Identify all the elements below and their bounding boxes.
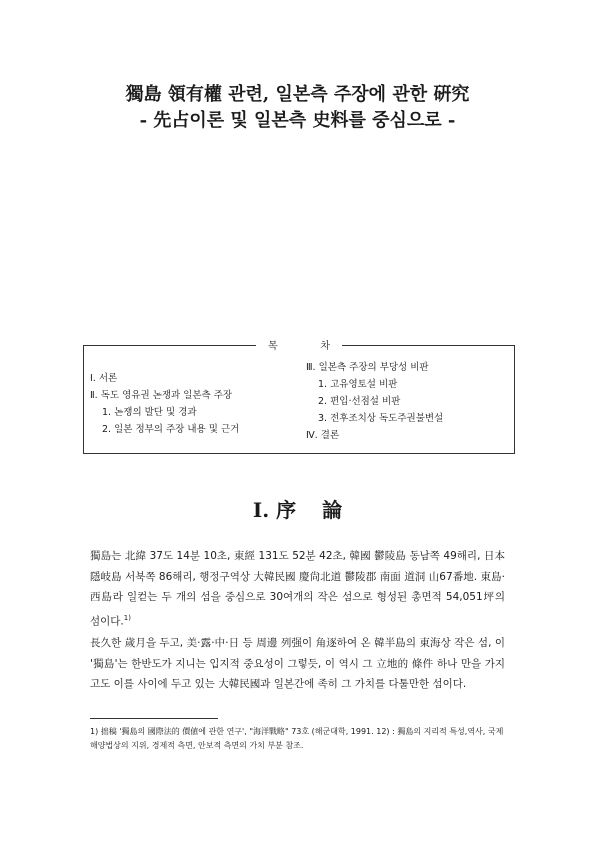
toc-right-column <box>306 359 443 444</box>
toc-item: Ⅳ. 결론 <box>306 430 340 441</box>
body-paragraph-1 <box>90 546 505 632</box>
footnote-marker: 1) <box>123 613 131 622</box>
toc-item: 1. 고유영토설 비판 <box>318 379 398 390</box>
toc-border-left <box>84 345 256 346</box>
body-paragraph-2: 長久한 歲月을 두고, 美·露·中·日 등 周邊 列强이 角逐하여 온 韓半島의 東海상 작은 섬, 이 '獨島'는 한반도가 지니는 입지적 중요성이 그렇듯, 이 역시 그 立地的 條件 하나 만을 가지고도 이를 사이에 두고 있는 大韓民國과 일본간에 족히 그 가치를 다툴만한 섬이다. <box>90 637 505 690</box>
toc-item: 2. 일본 정부의 주장 내용 및 근거 <box>102 424 240 435</box>
table-of-contents <box>83 341 515 454</box>
section-heading <box>0 494 595 523</box>
toc-item: 3. 전후조치상 독도주권불변설 <box>318 413 444 424</box>
section-number: Ⅰ. 序 <box>252 498 297 522</box>
toc-border-right <box>342 345 514 346</box>
toc-item: Ⅰ. 서론 <box>90 373 118 384</box>
toc-item: 1. 논쟁의 발단 및 경과 <box>102 407 197 418</box>
footnote: 1) 拙稿 '獨島의 國際法的 價値에 관한 연구', "海洋戰略" 73호 (해군대학, 1991. 12) : 獨島의 지리적 특성,역사, 국제해양법상의 지위, 경제적 측면, 안보적 측면의 가치 부분 참조. <box>90 727 504 750</box>
paper-subtitle: - 先占이론 및 일본측 史料를 중심으로 - <box>139 110 456 131</box>
paper-title: 獨島 領有權 관련, 일본측 주장에 관한 硏究 <box>125 84 470 105</box>
toc-item: 2. 편입·선점설 비판 <box>318 396 401 407</box>
paragraph-text: 獨島는 北緯 37도 14분 10초, 東經 131도 52분 42초, 韓國 鬱陵島 동남쪽 49해리, 日本 隱岐島 서북쪽 86해리, 행정구역상 大韓民國 慶尙北道 鬱陵郡 南面 道洞 山67番地. 東島·西島라 일컫는 두 개의 섬을 중심으로 30여개의 작은 섬으로 형성된 총면적 54,051坪의 섬이다. <box>90 550 505 627</box>
footnote-divider <box>90 718 218 719</box>
section-title-text: 論 <box>322 498 343 522</box>
toc-item: Ⅱ. 독도 영유권 논쟁과 일본측 주장 <box>90 390 233 401</box>
toc-heading-left: 목 <box>268 341 278 352</box>
toc-heading <box>256 337 342 352</box>
toc-heading-right: 차 <box>320 341 330 352</box>
toc-left-column <box>90 370 239 438</box>
toc-item: Ⅲ. 일본측 주장의 부당성 비판 <box>306 362 429 373</box>
